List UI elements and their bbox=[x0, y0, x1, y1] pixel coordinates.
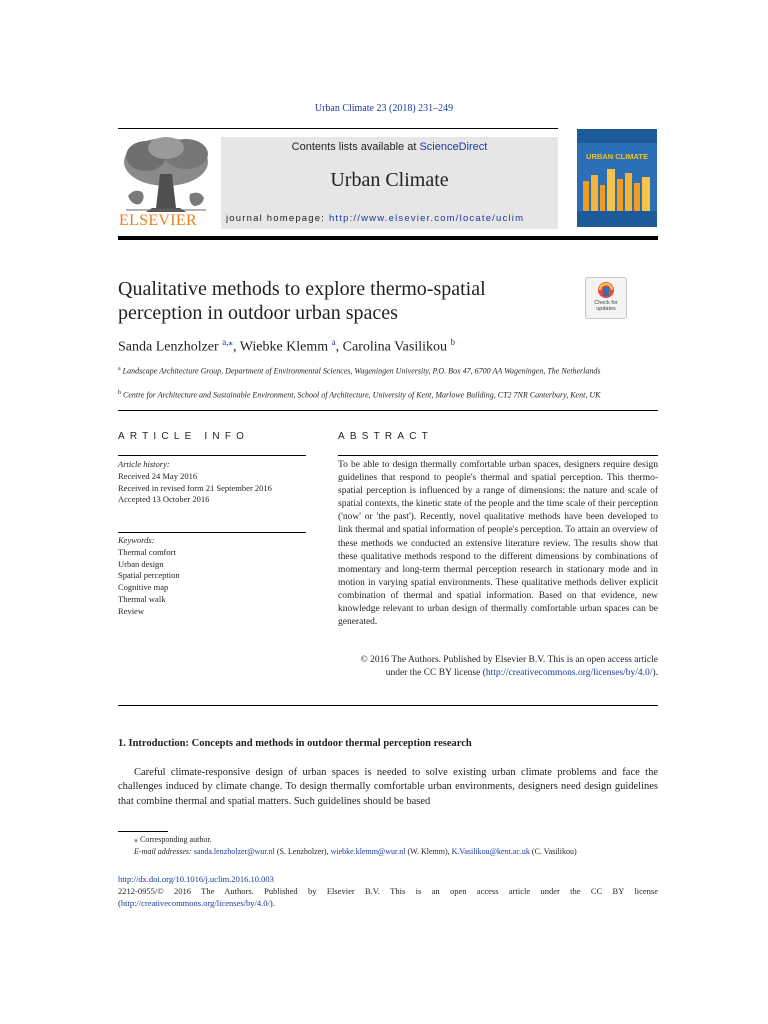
history-item: Accepted 13 October 2016 bbox=[118, 494, 210, 505]
keyword-item: Thermal walk bbox=[118, 593, 166, 604]
journal-homepage-link[interactable]: http://www.elsevier.com/locate/uclim bbox=[328, 213, 525, 224]
cover-illustration bbox=[577, 129, 657, 227]
history-item: Received in revised form 21 September 2016 bbox=[118, 482, 272, 493]
article-info-rule bbox=[118, 455, 306, 456]
check-updates-icon bbox=[586, 278, 626, 300]
journal-homepage-line bbox=[226, 213, 556, 224]
history-item: Received 24 May 2016 bbox=[118, 470, 198, 481]
footnotes bbox=[118, 834, 658, 858]
sciencedirect-link[interactable]: ScienceDirect bbox=[419, 141, 488, 153]
affiliation-a bbox=[118, 363, 658, 378]
homepage-label: journal homepage: bbox=[226, 213, 329, 224]
affiliation-mark: b bbox=[118, 390, 121, 396]
affiliation-b bbox=[118, 387, 658, 402]
journal-info-box bbox=[221, 137, 558, 229]
email-owner: (S. Lenzholzer), bbox=[274, 847, 331, 856]
keyword-item: Urban design bbox=[118, 558, 164, 569]
corresponding-author-note: ⁎ Corresponding author. bbox=[134, 835, 212, 844]
affiliation-mark: a bbox=[118, 366, 121, 372]
header-top-rule bbox=[118, 128, 558, 129]
abstract-license bbox=[338, 654, 658, 680]
email-owner: (W. Klemm), bbox=[405, 847, 452, 856]
affiliation-text: Centre for Architecture and Sustainable Environment, School of Architecture, University of Kent, Marlowe Building, CT2 7NR Canterbury, Kent, UK bbox=[123, 390, 601, 400]
author-name: Sanda Lenzholzer bbox=[118, 339, 219, 355]
email-addresses bbox=[118, 846, 658, 858]
introduction-paragraph: Careful climate-responsive design of urban spaces is needed to solve existing urban climate problems and face the challenges induced by climate change. To design thermally comfortable urban environments, designers need design guidelines that combine thermal and spatial matters. Such guidelines should be based bbox=[118, 767, 658, 807]
check-updates-label bbox=[586, 300, 626, 312]
keyword-item: Thermal comfort bbox=[118, 546, 176, 557]
check-updates-line2: updates bbox=[596, 306, 616, 312]
author-affiliation-mark[interactable]: a,⁎ bbox=[222, 337, 233, 347]
author-affiliation-mark[interactable]: a bbox=[331, 337, 336, 347]
contents-prefix: Contents lists available at bbox=[291, 141, 420, 153]
email-label: E-mail addresses: bbox=[134, 847, 192, 856]
abstract-text: To be able to design thermally comfortable urban spaces, designers require design guidelines that respond to people's thermal and spatial perception. This thermo-spatial perception is influenced by a range of dimensions: the nature and scale of spatial contexts, the kinetic state of the people and the time scale of their perception ('now' or 'the past'). Recently, novel qualitative methods have been developed to link thermal and spatial information of people's perception. To attain an overview of these methods we conducted an extensive literature review. The results show that these qualitative methods respond to the different dimensions by combinations of momentary and long-term thermal perception research in stationary mode and in motion in varying spatial environments. These qualitative methods deliver explicit combination of thermal and spatial information. Based on that evidence, new knowledge relevant to urban design of thermally comfortable urban spaces can be generated. bbox=[338, 460, 658, 628]
author-list: Sanda Lenzholzer $^{a,⁎}$, Wiebke Klemm $^a$, Carolina Vasilikou $^b$ bbox=[118, 337, 455, 355]
abstract-end-rule bbox=[118, 705, 658, 706]
author-name: Wiebke Klemm bbox=[239, 339, 329, 355]
author-affiliation-mark[interactable]: b bbox=[450, 337, 455, 347]
author-name: Carolina Vasilikou bbox=[342, 339, 447, 355]
journal-name: Urban Climate bbox=[330, 169, 449, 191]
paren-close: ). bbox=[269, 898, 275, 908]
license-suffix: ). bbox=[652, 668, 658, 679]
affiliation-text: Landscape Architecture Group, Department of Environmental Sciences, Wageningen University, P.O. Box 47, 6700 AA Wageningen, The Netherlands bbox=[122, 366, 601, 376]
article-title: Qualitative methods to explore thermo-spatial perception in outdoor urban spaces bbox=[118, 278, 486, 324]
check-updates-line1: Check for bbox=[594, 300, 618, 306]
check-for-updates-badge[interactable] bbox=[585, 277, 627, 319]
footnote-rule bbox=[118, 831, 168, 832]
abstract-rule bbox=[338, 455, 658, 456]
cover-title: URBAN CLIMATE bbox=[586, 152, 648, 161]
journal-citation-link[interactable]: Urban Climate 23 (2018) 231–249 bbox=[314, 103, 454, 114]
keywords-label: Keywords: bbox=[118, 535, 155, 545]
section-heading: 1. Introduction: Concepts and methods in outdoor thermal perception research bbox=[118, 738, 472, 749]
email-link[interactable]: sanda.lenzholzer@wur.nl bbox=[193, 847, 275, 856]
header-bottom-rule bbox=[118, 236, 658, 240]
article-info-heading: ARTICLE INFO bbox=[118, 431, 250, 442]
journal-cover-image[interactable] bbox=[577, 129, 657, 227]
abstract-heading: ABSTRACT bbox=[338, 431, 433, 442]
article-history bbox=[118, 459, 306, 506]
keyword-item: Spatial perception bbox=[118, 570, 180, 581]
keyword-item: Review bbox=[118, 605, 144, 616]
keywords-list bbox=[118, 535, 306, 618]
email-owner: (C. Vasilikou) bbox=[529, 847, 577, 856]
contents-available-line bbox=[221, 141, 558, 153]
keywords-rule bbox=[118, 532, 306, 533]
elsevier-wordmark: ELSEVIER bbox=[119, 212, 197, 229]
doi-license-url-line bbox=[118, 897, 658, 909]
doi-license-link[interactable]: http://creativecommons.org/licenses/by/4.0/ bbox=[120, 898, 270, 908]
affiliation-rule bbox=[118, 410, 658, 411]
history-label: Article history: bbox=[118, 459, 170, 469]
email-link[interactable]: wiebke.klemm@wur.nl bbox=[330, 847, 406, 856]
email-link[interactable]: K.Vasilikou@kent.ac.uk bbox=[451, 847, 530, 856]
doi-block bbox=[118, 873, 658, 909]
license-link[interactable]: http://creativecommons.org/licenses/by/4.0/ bbox=[485, 668, 653, 679]
paren-open: ( bbox=[118, 898, 121, 908]
doi-link[interactable]: http://dx.doi.org/10.1016/j.uclim.2016.10.003 bbox=[118, 874, 274, 884]
license-text: © 2016 The Authors. Published by Elsevier B.V. This is an open access article under the CC BY license ( bbox=[360, 655, 658, 679]
keyword-item: Cognitive map bbox=[118, 582, 169, 593]
issn-license-line: 2212-0955/© 2016 The Authors. Published by Elsevier B.V. This is an open access article under the CC BY license bbox=[118, 886, 658, 896]
